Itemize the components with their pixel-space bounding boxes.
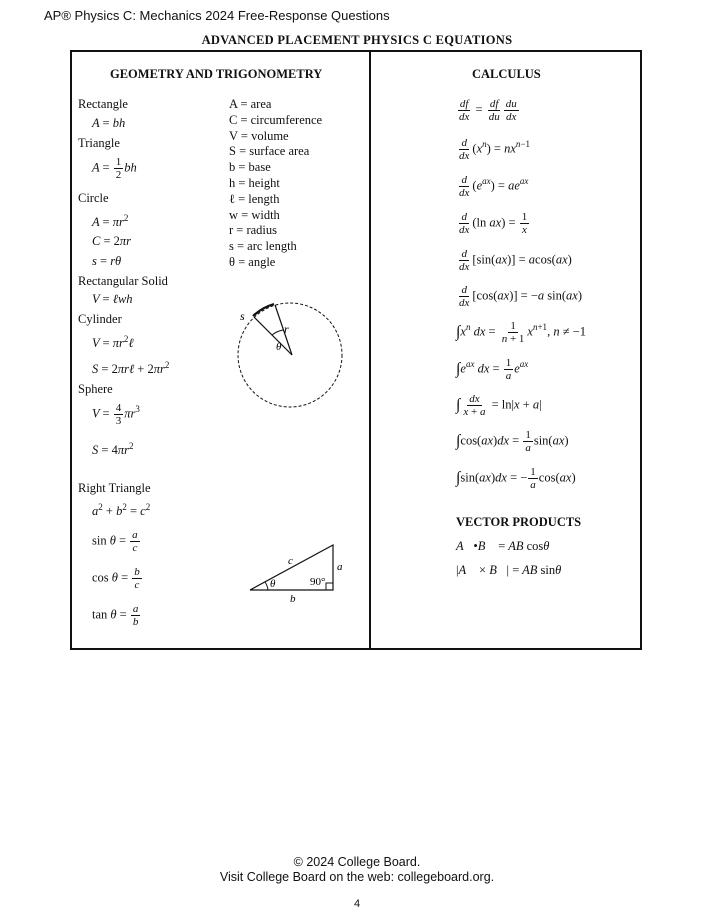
radius-label: r xyxy=(284,322,289,336)
sphere-surface-formula: $S = 4\pi r^2$ xyxy=(92,441,134,458)
sine-formula: sin θ = $\frac{a}{c}$ xyxy=(92,529,138,554)
log-derivative-formula: $\frac{d}{dx}$ (ln ax) = $\frac{1}{x}$ xyxy=(459,211,528,236)
variable-def: h = height xyxy=(229,175,280,190)
angle-label: θ xyxy=(276,341,282,353)
pythagorean-formula: $a^2 + b^2 = c^2$ xyxy=(92,502,151,519)
cosine-formula: cos θ = $\frac{b}{c}$ xyxy=(92,566,140,591)
exp-derivative-formula: $\frac{d}{dx}$ $(e^{ax}) = ae^{ax}$ xyxy=(459,174,529,199)
variable-def: S = surface area xyxy=(229,144,310,159)
right-angle-label: 90° xyxy=(310,576,326,588)
triangle-angle-label: θ xyxy=(270,578,276,590)
variable-definitions xyxy=(229,97,322,271)
power-rule-formula: $\frac{d}{dx}$ $(x^n) = nx^{n-1}$ xyxy=(459,137,530,162)
variable-def: C = circumference xyxy=(229,112,323,127)
sin-derivative-formula: $\frac{d}{dx}$ [sin(ax)] = acos(ax) xyxy=(459,248,572,273)
arc-length-formula: s = rθ xyxy=(92,254,122,268)
triangle-area-formula: A = $\frac{1}{2}$ bh xyxy=(92,156,137,181)
rectangle-area-formula: A = bh xyxy=(92,116,126,130)
chain-rule-formula: $\frac{df}{dx}$ = $\frac{df}{du}$ $\frac{du}{dx}$ xyxy=(459,98,517,123)
circle-label: Circle xyxy=(78,191,109,205)
circumference-formula: C = 2πr xyxy=(92,234,132,248)
circle-diagram xyxy=(230,295,350,415)
triangle-label: Triangle xyxy=(78,136,120,150)
right-triangle-diagram xyxy=(240,540,360,610)
geometry-heading: GEOMETRY AND TRIGONOMETRY xyxy=(110,67,323,81)
column-divider xyxy=(369,50,371,650)
rect-solid-label: Rectangular Solid xyxy=(78,274,168,288)
sin-integral-formula: ∫sin(ax)dx = − $\frac{1}{a}$ cos(ax) xyxy=(456,466,576,491)
variable-def: r = radius xyxy=(229,223,278,238)
page-header: AP® Physics C: Mechanics 2024 Free-Response Questions xyxy=(44,8,390,23)
variable-def: θ = angle xyxy=(229,254,276,269)
circle-area-formula: $A = \pi r^2$ xyxy=(92,213,129,230)
right-triangle-label: Right Triangle xyxy=(78,481,151,495)
cylinder-surface-formula: S = 2πrℓ + $2\pi r^2$ xyxy=(92,360,170,377)
dot-product-formula: A⃗•B⃗ = AB cosθ xyxy=(456,539,550,553)
cylinder-volume-formula: $V = \pi r^2\ell$ xyxy=(92,334,134,351)
cos-derivative-formula: $\frac{d}{dx}$ [cos(ax)] = −a sin(ax) xyxy=(459,284,582,309)
equations-title: ADVANCED PLACEMENT PHYSICS C EQUATIONS xyxy=(201,33,513,47)
tangent-formula: tan θ = $\frac{a}{b}$ xyxy=(92,603,139,628)
rect-solid-volume-formula: V = ℓwh xyxy=(92,292,133,306)
log-integral-formula: ∫ $\frac{dx}{x + a}$ = ln|x + a| xyxy=(456,393,542,418)
variable-def: w = width xyxy=(229,207,280,222)
page-number: 4 xyxy=(353,898,361,910)
variable-def: b = base xyxy=(229,160,271,175)
cylinder-label: Cylinder xyxy=(78,312,122,326)
arc-length-label: s xyxy=(240,309,245,323)
variable-def: A = area xyxy=(229,97,272,111)
variable-def: s = arc length xyxy=(229,239,297,254)
variable-def: V = volume xyxy=(229,128,289,143)
rectangle-label: Rectangle xyxy=(78,97,128,111)
hypotenuse-label: c xyxy=(288,555,293,567)
copyright-text: © 2024 College Board. xyxy=(293,855,421,869)
cos-integral-formula: ∫cos(ax)dx = $\frac{1}{a}$ sin(ax) xyxy=(456,429,569,454)
adjacent-label: b xyxy=(290,593,296,605)
variable-def: ℓ = length xyxy=(229,191,280,206)
opposite-label: a xyxy=(337,561,343,573)
cross-product-formula: |A⃗ × B⃗| = AB sinθ xyxy=(456,563,562,577)
visit-text: Visit College Board on the web: collegeboard.org. xyxy=(219,870,495,884)
exp-integral-formula: $\int e^{ax}$ dx = $\frac{1}{a}$ $e^{ax}$ xyxy=(456,357,529,382)
calculus-heading: CALCULUS xyxy=(472,67,541,81)
vector-products-heading: VECTOR PRODUCTS xyxy=(456,515,582,529)
power-integral-formula: $\int x^n$ dx = $\frac{1}{n + 1}$ $x^{n+1}$, n ≠ −1 xyxy=(456,320,586,345)
sphere-volume-formula: V = $\frac{4}{3}$ $\pi r^3$ xyxy=(92,402,140,427)
sphere-label: Sphere xyxy=(78,382,113,396)
